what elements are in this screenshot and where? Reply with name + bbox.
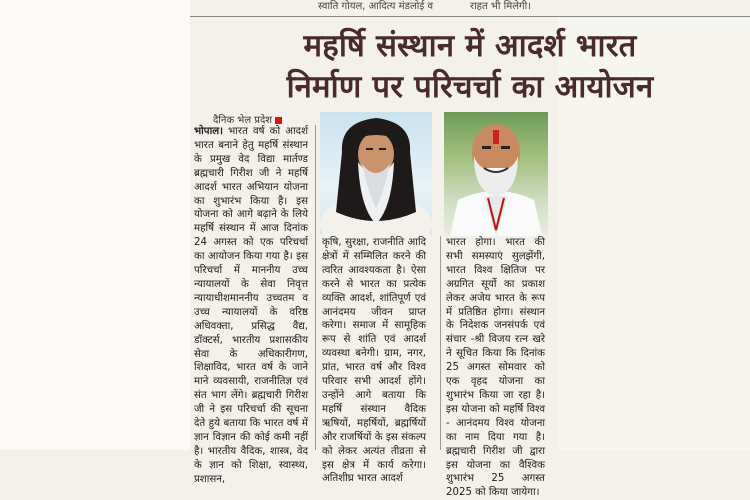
- fragment-text-right: राहत भी मिलेगी।: [470, 1, 532, 12]
- sage-photo: [320, 112, 432, 234]
- column-divider: [440, 236, 441, 450]
- adjacent-page-margin: [0, 0, 190, 450]
- dateline: भोपाल।: [194, 126, 223, 137]
- speaker-photo: [444, 112, 548, 236]
- article-headline: [190, 26, 750, 112]
- byline-marker-icon: [275, 117, 282, 124]
- headline-line-2: निर्माण पर परिचर्चा का आयोजन: [286, 69, 654, 105]
- byline: [213, 112, 282, 126]
- article-column-3: भारत होगा। भारत की सभी समस्याएं सुलझेंगी, भारत विश्व क्षितिज पर अग्रगित सूर्यो का प्रकाश लेकर अजेय भारत के रूप में प्रतिष्ठित होगा। संस्थान के निदेशक जनसंपर्क एवं संचार -श्री विजय रत्न खरे ने सूचित किया कि दिनांक 25 अगस्त सोमवार को एक वृहद योजना का शुभारंभ किया जा रहा है। इस योजना को महर्षि विश्व - आनंदमय विश्व योजना का नाम दिया गया है। ब्रह्मचारी गिरीश जी द्वारा इस योजना का वैश्विक शुभारंभ 25 अगस्त 2025 को किया जायेगा।: [446, 237, 545, 499]
- previous-article-fragment: [190, 0, 750, 18]
- byline-text: दैनिक भेल प्रदेश: [213, 115, 273, 126]
- section-divider: [190, 16, 750, 17]
- smiling-man-portrait-icon: [444, 112, 548, 236]
- fragment-text-left: स्वाति गोयल, आदित्य मंडलोई व: [318, 1, 434, 12]
- column-divider: [315, 125, 316, 450]
- column-1-text: भारत वर्ष को आदर्श भारत बनाने हेतु महर्षि संस्थान के प्रमुख वेद विद्या मार्तण्ड ब्रह्मचारी गिरीश जी ने महर्षि आदर्श भारत अभियान योजना का शुभारंभ किया है। इस योजना को आगे बढ़ाने के लिये महर्षि संस्थान में आज दिनांक 24 अगस्त को एक परिचर्चा का आयोजन किया गया है। इस परिचर्चा में माननीय उच्च न्यायालयों के सेवा निवृत्त न्यायाधीशमाननीय उच्चतम व उच्च न्यायालयों के वरिष्ठ अधिवक्ता, प्रसिद्ध वैद्य, डॉक्टर्स, भारतीय प्रशासकीय सेवा के अधिकारीगण, शिक्षाविद, भारत वर्ष के जाने माने व्यवसायी, राजनीतिज्ञ एवं संत भाग लेंगे। ब्रह्मचारी गिरीश जी ने इस परिचर्चा की सूचना देते हुये बताया कि भारत वर्ष में ज्ञान विज्ञान की कोई कमी नहीं है। भारतीय वैदिक, शास्त्र, वेद के ज्ञान को शिक्षा, स्वास्थ्य, प्रशासन,: [194, 126, 308, 485]
- headline-line-1: महर्षि संस्थान में आदर्श भारत: [303, 28, 637, 64]
- article-column-2: कृषि, सुरक्षा, राजनीति आदि क्षेत्रों में सम्मिलित करने की त्वरित आवश्यकता है। ऐसा करने से भारत का प्रत्येक व्यक्ति आदर्श, शांतिपूर्ण एवं आनंदमय जीवन प्राप्त करेगा। समाज में सामूहिक रूप से शांति एवं आदर्श व्यवस्था बनेगी। ग्राम, नगर, प्रांत, भारत वर्ष और विश्व परिवार सभी आदर्श होंगे। उन्होंने आगे बताया कि महर्षि संस्थान वैदिक ऋषियों, महर्षियों, ब्रह्मर्षियों और राजर्षियों के इस संकल्प को लेकर अत्यंत तीव्रता से इस क्षेत्र में कार्य करेगा। अतिशीघ्र भारत आदर्श: [322, 237, 426, 485]
- bearded-sage-portrait-icon: [320, 112, 432, 234]
- article-column-1: [194, 125, 308, 487]
